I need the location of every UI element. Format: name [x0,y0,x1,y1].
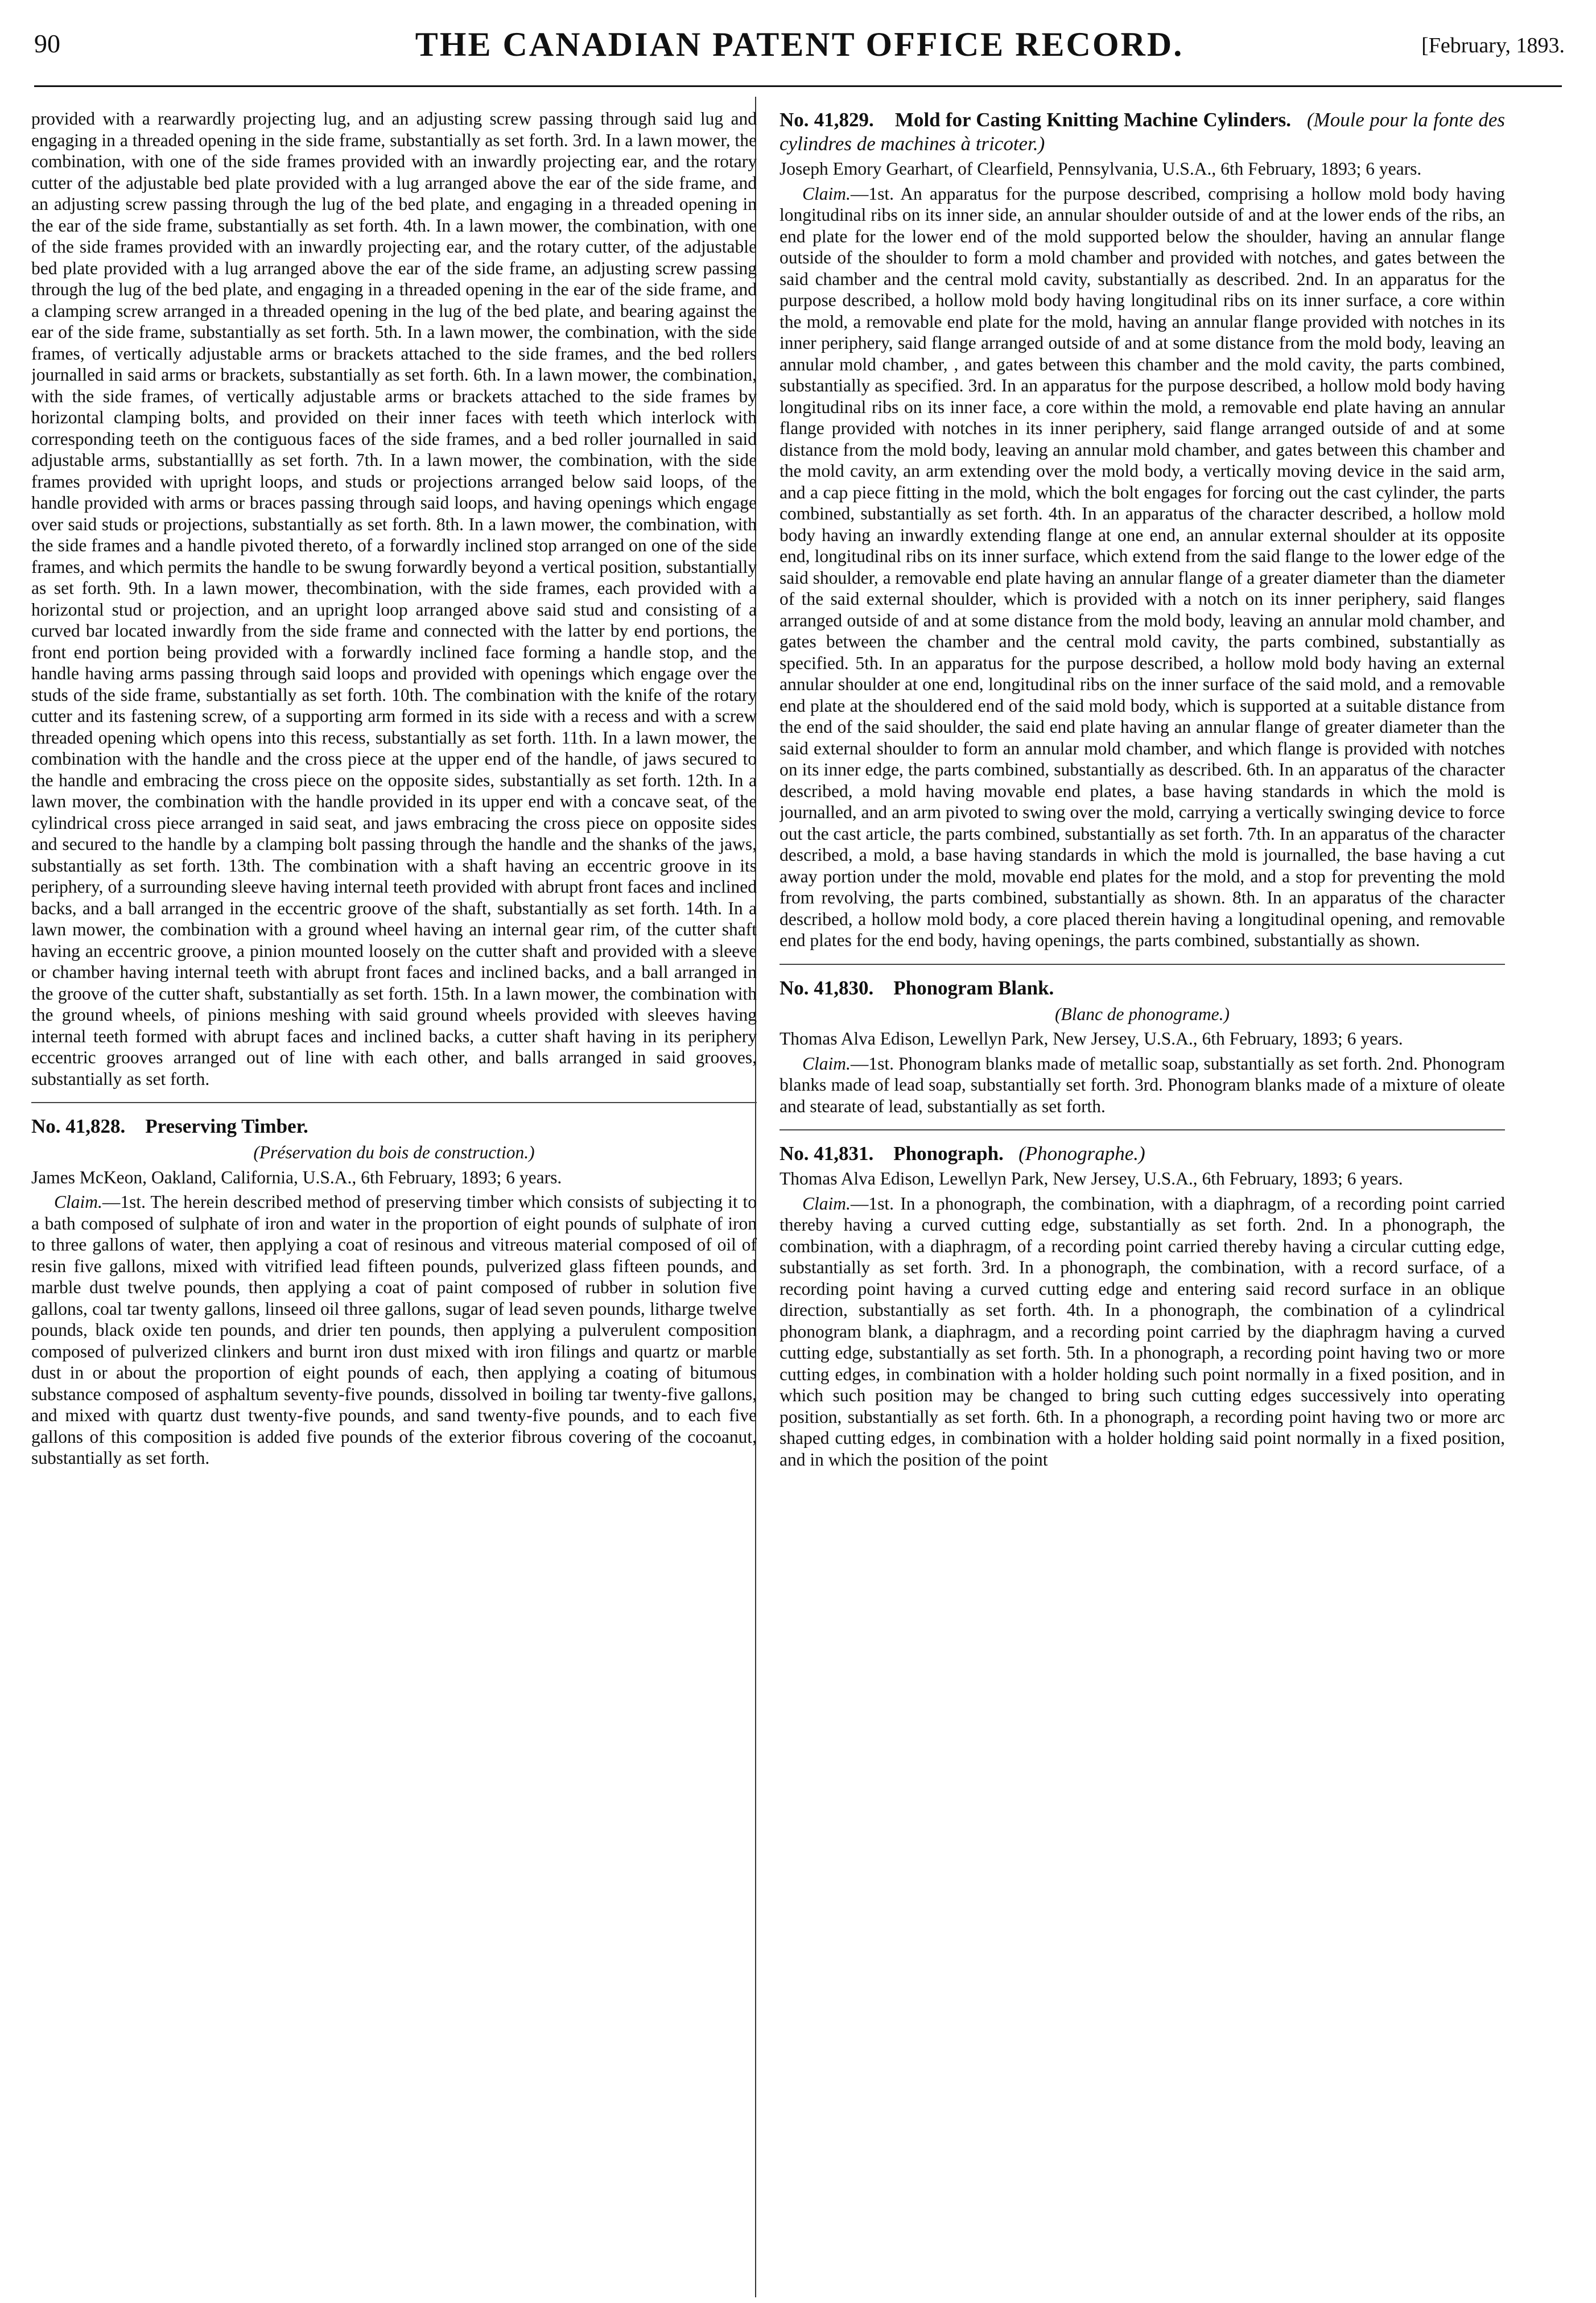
patent-number: No. 41,829. [780,109,874,131]
claim-text [31,1191,757,1469]
patent-heading-41830 [780,976,1505,1000]
entry-separator [31,1102,757,1103]
patent-number: No. 41,828. [31,1115,126,1137]
entry-separator [780,1129,1505,1130]
inventor-line: Thomas Alva Edison, Lewellyn Park, New Jersey, U.S.A., 6th February, 1893; 6 years. [780,1169,1403,1188]
inventor-line: Joseph Emory Gearhart, of Clearfield, Pennsylvania, U.S.A., 6th February, 1893; 6 years. [780,159,1422,179]
claim-label: Claim. [802,1193,851,1214]
continued-claims: provided with a rearwardly projecting lug, and an adjusting screw passing through said lug and engaging in a threaded opening in the side frame, substantially as set forth. 3rd. In a lawn mower, the combination, with one of the side frames provided with an inwardly projecting ear, and the rotary cutter of the adjustable bed plate provided with a lug arranged above the ear of the side frame, and an adjusting screw passing through the lug of the bed plate, and engaging in a threaded opening in the ear of the side frame, substantially as set forth. 4th. In a lawn mower, the combination, with one of the side frames provided with an inwardly projecting ear, and the rotary cutter, of the adjustable bed plate provided with a lug arranged above the ear of the side frame, an adjusting screw passing through the lug of the bed plate, and engaging in a threaded opening in the ear of the side frame, and a clamping screw arranged in a threaded opening in the lug of the bed plate, and bearing against the ear of the side frame, substantially as set forth. 5th. In a lawn mower, the combination, with the side frames, of vertically adjustable arms or brackets attached to the side frames, and the bed rollers journalled in said arms or brackets, substantially as set forth. 6th. In a lawn mower, the combination, with the side frames, of vertically adjustable arms or brackets attached to the side frames by horizontal clamping bolts, and provided on their inner faces with teeth which interlock with corresponding teeth on the contiguous faces of the side frames, and a bed roller journalled in said adjustable arms, substantiallly as set forth. 7th. In a lawn mower, the combination, with the side frames provided with upright loops, and studs or projections arranged below said loops, of the handle provided with arms or braces passing through said loops, and having openings which engage over said studs or projections, substantially as set forth. 8th. In a lawn mower, the combination, with the side frames and a handle pivoted thereto, of a forwardly inclined stop arranged on one of the side frames, and which permits the handle to be swung forwardly beyond a vertical position, substantially as set forth. 9th. In a lawn mower, thecombination, with the side frames, each provided with a horizontal stud or projection, and an upright loop arranged above said stud and consisting of a curved bar located inwardly from the side frame and connected with the latter by end portions, the front end portion being provided with a forwardly inclined face forming a handle stop, and the handle having arms passing through said loops and provided with openings which engage over the studs of the side frame, substantially as set forth. 10th. The combination with the knife of the rotary cutter and its fastening screw, of a supporting arm formed in its side with a recess and with a screw threaded opening which opens into this recess, substantially as set forth. 11th. In a lawn mower, the combination with the handle and the cross piece at the upper end of the handle, of jaws secured to the handle and embracing the cross piece on the opposite sides, substantially as set forth. 12th. In a lawn mover, the combination with the handle provided in its upper end with a concave seat, of the cylindrical cross piece arranged in said seat, and jaws embracing the cross piece on opposite sides and secured to the handle by a clamping bolt passing through the handle and the shanks of the jaws, substantially as set forth. 13th. The combination with a shaft having an eccentric groove in its periphery, of a surrounding sleeve having internal teeth provided with abrupt front faces and inclined backs, and a ball arranged in the eccentric groove of the shaft, substantially as set forth. 14th. In a lawn mower, the combination with a ground wheel having an internal gear rim, of the cutter shaft having an eccentric groove, a pinion mounted loosely on the cutter shaft and provided with a sleeve or chamber having internal teeth with abrupt front faces and inclined backs, and a ball arranged in the groove of the cutter shaft, substantially as set forth. 15th. In a lawn mower, the combination with the ground wheels, of pinions meshing with said ground wheels provided with sleeves having internal teeth formed with abrupt faces and inclined backs, a cutter shaft having in its periphery eccentric grooves arranged out of line with each other, and balls arranged in said grooves, substantially as set forth. [31,109,757,1089]
left-column [31,108,757,2297]
french-title: (Moule pour la fonte des cylindres de machines à tricoter.) [780,109,1505,155]
patent-heading-41831 [780,1142,1505,1166]
claim-body: —1st. The herein described method of preserving timber which consists of subjecting it to a bath composed of sulphate of iron and water in the proportion of eight pounds of sulphate of iron to three gallons of water, then applying a coat of resinous and vitreous material composed of oil of resin five gallons, mixed with vitrified lead fifteen pounds, pulverized glass fifteen pounds, and marble dust twelve pounds, then applying a coat of paint composed of rubber in solution five gallons, coal tar twenty gallons, linseed oil three gallons, sugar of lead seven pounds, litharge twelve pounds, black oxide ten pounds, and drier ten pounds, then applying a pulverulent composition composed of pulverized clinkers and burnt iron dust mixed with iron filings and quartz or marble dust in or about the proportion of eight pounds of each, then applying a coating of bitumous substance composed of asphaltum seventy-five pounds, dissolved in boiling tar twenty-five gallons, and mixed with quartz dust twenty-five pounds, and sand twenty-five pounds, and to each five gallons of this composition is added five pounds of the exterior fibrous covering of the cocoanut, substantially as set forth. [31,1192,757,1468]
claim-body: —1st. An apparatus for the purpose described, comprising a hollow mold body having longitudinal ribs on its inner side, an annular shoulder outside of and at the lower ends of the ribs, an end plate for the lower end of the mold supported below the shoulder, having an annular flange outside of the shoulder to form a mold chamber and provided with notches, and gates between the said chamber and the central mold cavity, substantially as described. 2nd. In an apparatus for the purpose described, a hollow mold body having longitudinal ribs on its inner surface, a core within the mold, a removable end plate for the mold, having an annular flange provided with notches in its inner periphery, said flange arranged outside of and at some distance from the mold body, leaving an annular mold chamber, , and gates between this chamber and the mold cavity, the parts combined, substantially as specified. 3rd. In an apparatus for the purpose described, a hollow mold body having longitudinal ribs on its inner face, a core within the mold, a removable end plate having an annular flange provided with notches in its inner periphery, said flange arranged outside of and at some distance from the mold body, leaving an annular mold chamber, and gates between this chamber and the mold cavity, an arm extending over the mold body, a vertically moving device in the said arm, and a cap piece fitting in the mold, which the bolt engages for forcing out the cast cylinder, the parts combined, substantially as set forth. 4th. In an apparatus of the character described, a hollow mold body having an inwardly extending flange at one end, an annular external shoulder at its opposite end, longitudinal ribs on its inner surface, which extend from the said flange to the lower edge of the said shoulder, a removable end plate having an annular flange of a greater diameter than the diameter of the said external shoulder, which is provided with a notch on its inner periphery, said flanges arranged outside of and at some distance from the mold body, leaving an annular mold chamber, and gates between the chamber and the central mold cavity, the parts combined, substantially as specified. 5th. In an apparatus for the purpose described, a hollow mold body having an external annular shoulder at one end, longitudinal ribs on the inner surface of the said mold, and a removable end plate at the shouldered end of the said mold body, which is supported at a suitable distance from the end of the said shoulder, the said end plate having an annular flange of greater diameter than the said external shoulder to form an annular mold chamber, and which flange is provided with notches on its inner edge, the parts combined, substantially as described. 6th. In an apparatus of the character described, a mold having movable end plates, a base having standards in which the mold is journalled, and an arm pivoted to swing over the mold, carrying a vertically swinging device to force out the cast article, the parts combined, substantially as set forth. 7th. In an apparatus of the character described, a mold, a base having standards in which the mold is journalled, the base having a cut away portion under the mold, movable end plates for the mold, and a stop for preventing the mold from revolving, the parts combined, substantially as shown. 8th. In an apparatus of the character described, a hollow mold body, a core placed therein having a longitudinal opening, and removable end plates for the end body, having openings, the parts combined, substantially as shown. [780,183,1505,950]
right-column [780,108,1505,2297]
journal-title: THE CANADIAN PATENT OFFICE RECORD. [415,26,1184,63]
claim-body: —1st. In a phonograph, the combination, with a diaphragm, of a recording point carried thereby having a curved cutting edge, substantially as set forth. 2nd. In a phonograph, the combination, with a diaphragm, of a recording point carried thereby having a circular cutting edge, substantially as set forth. 3rd. In a phonograph, the combination, with a record surface, of a recording point having a curved cutting edge and entering said record surface in an oblique direction, substantially as set forth. 4th. In a phonograph, the combination of a cylindrical phonogram blank, a diaphragm, and a recording point carried by the diaphragm having a curved cutting edge, substantially as set forth. 5th. In a phonograph, a recording point having two or more cutting edges, in combination with a holder holding such point normally in a fixed position, and in which such position may be changed to bring such cutting edges successively into operating position, substantially as set forth. 6th. In a phonograph, a recording point having two or more arc shaped cutting edges, in combination with a holder holding said point normally in a fixed position, and in which the position of the point [780,1193,1505,1470]
french-title: (Phonographe.) [1018,1142,1145,1165]
claim-text [780,183,1505,951]
claim-text [780,1053,1505,1117]
claim-text [780,1193,1505,1471]
patent-title: Mold for Casting Knitting Machine Cylinders. [894,109,1292,131]
french-title: (Blanc de phonograme.) [1054,1004,1230,1024]
issue-date: [February, 1893. [1421,34,1565,57]
entry-separator [780,964,1505,965]
page-header [34,17,1565,80]
patent-title: Preserving Timber. [145,1115,308,1137]
page-number: 90 [34,29,60,58]
header-rule [34,85,1562,87]
patent-number: No. 41,830. [780,976,874,999]
patent-heading-41828 [31,1115,757,1138]
claim-label: Claim. [802,183,851,204]
patent-number: No. 41,831. [780,1142,874,1165]
claim-label: Claim. [802,1053,851,1074]
french-title: (Préservation du bois de construction.) [253,1142,535,1162]
claim-label: Claim. [54,1192,102,1212]
inventor-line: Thomas Alva Edison, Lewellyn Park, New Jersey, U.S.A., 6th February, 1893; 6 years. [780,1029,1403,1049]
claim-body: —1st. Phonogram blanks made of metallic soap, substantially as set forth. 2nd. Phonogram blanks made of lead soap, substantially set forth. 3rd. Phonogram blanks made of a mixture of oleate and stearate of lead, substantially as set forth. [780,1053,1505,1116]
patent-heading-41829 [780,108,1505,156]
patent-title: Phonogram Blank. [893,976,1054,999]
inventor-line: James McKeon, Oakland, California, U.S.A., 6th February, 1893; 6 years. [31,1167,562,1187]
patent-title: Phonograph. [893,1142,1004,1165]
